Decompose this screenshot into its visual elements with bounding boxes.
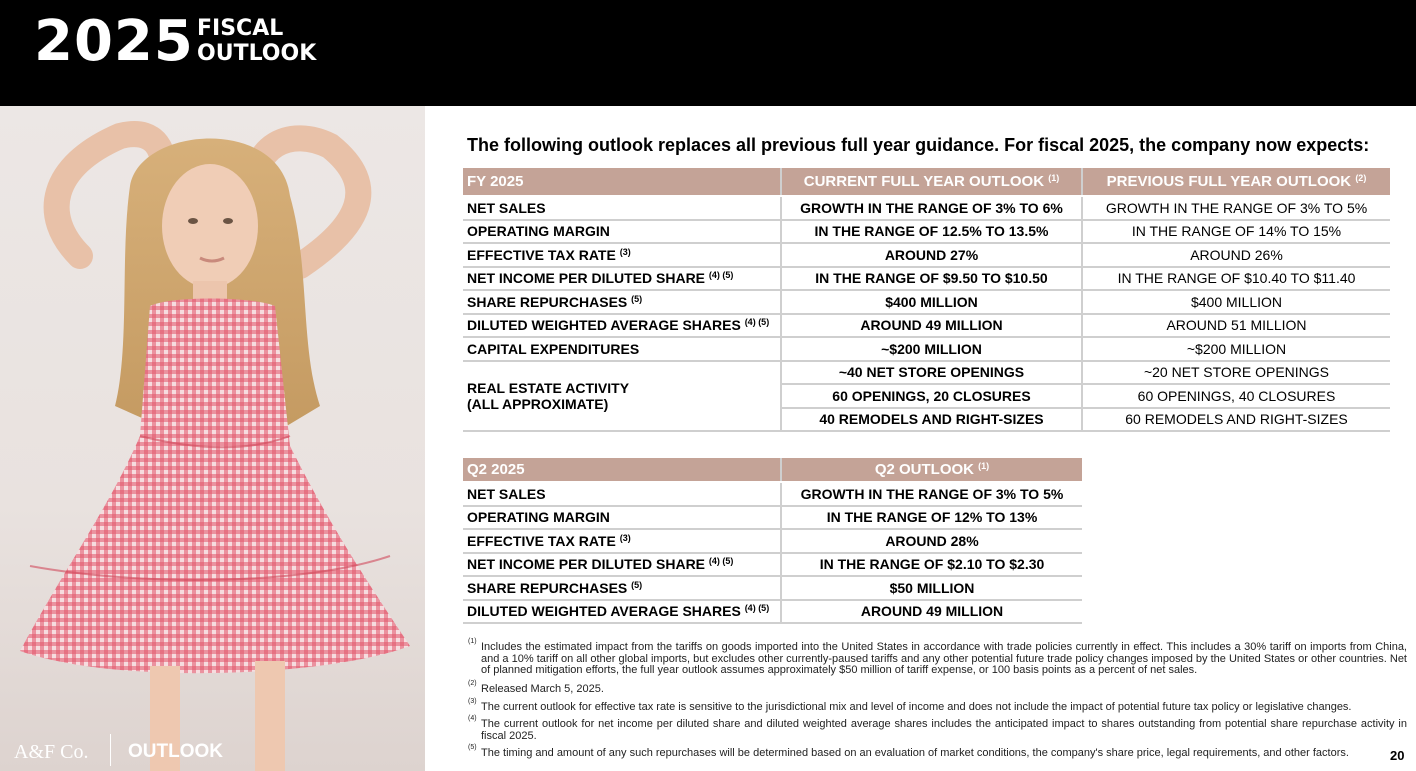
company-logo: A&F Co. [14, 741, 89, 763]
q2-table-header [463, 458, 1082, 482]
photo-illustration [0, 106, 425, 771]
row-previous: ~20 NET STORE OPENINGS [1082, 361, 1390, 385]
row-metric: OPERATING MARGIN [463, 220, 781, 244]
table-row [463, 482, 1082, 506]
header-title-line2: OUTLOOK [197, 41, 317, 66]
footnote-1: (1) Includes the estimated impact from the tariffs on goods imported into the United States in accordance with trade policies currently in effect. This includes a 30% tariff on imports from China, and a 10% tariff on all other global imports, but excludes other currently-paused tariffs and any other potential future trade policy changes imposed by the United States or other countries. Net of planned mitigation efforts, the full year outlook assumes approximately $50 million of tariff expense, or 100 basis points as a percent of net sales. [468, 638, 1407, 676]
row-metric: NET SALES [463, 482, 781, 506]
row-metric: DILUTED WEIGHTED AVERAGE SHARES $^{(4) (5)}$ [463, 600, 781, 624]
row-current: 40 REMODELS AND RIGHT-SIZES [781, 408, 1082, 432]
row-metric: NET SALES [463, 196, 781, 220]
table-row [463, 600, 1082, 624]
fy-header-current: CURRENT FULL YEAR OUTLOOK $^{(1)}$ [781, 168, 1082, 196]
table-row [463, 267, 1390, 291]
row-metric: SHARE REPURCHASES $^{(5)}$ [463, 290, 781, 314]
row-current: AROUND 27% [781, 243, 1082, 267]
table-row [463, 290, 1390, 314]
header-bar [0, 0, 1416, 106]
table-row [463, 243, 1390, 267]
row-metric: NET INCOME PER DILUTED SHARE $^{(4) (5)}$ [463, 267, 781, 291]
row-value: IN THE RANGE OF $2.10 TO $2.30 [781, 553, 1082, 577]
fy-header-label: FY 2025 [463, 168, 781, 196]
row-value: GROWTH IN THE RANGE OF 3% TO 5% [781, 482, 1082, 506]
table-row [463, 196, 1390, 220]
row-current: IN THE RANGE OF $9.50 TO $10.50 [781, 267, 1082, 291]
section-label: OUTLOOK [128, 741, 223, 762]
row-current: ~40 NET STORE OPENINGS [781, 361, 1082, 385]
real-estate-metric: REAL ESTATE ACTIVITY (ALL APPROXIMATE) [463, 361, 781, 432]
row-value: IN THE RANGE OF 12% TO 13% [781, 506, 1082, 530]
row-metric: EFFECTIVE TAX RATE $^{(3)}$ [463, 529, 781, 553]
header-year: 2025 [34, 9, 194, 74]
row-metric: CAPITAL EXPENDITURES [463, 337, 781, 361]
row-previous: 60 OPENINGS, 40 CLOSURES [1082, 384, 1390, 408]
row-previous: ~$200 MILLION [1082, 337, 1390, 361]
row-value: AROUND 28% [781, 529, 1082, 553]
table-row [463, 220, 1390, 244]
table-row [463, 337, 1390, 361]
logo-divider [110, 734, 111, 766]
row-previous: $400 MILLION [1082, 290, 1390, 314]
row-metric: OPERATING MARGIN [463, 506, 781, 530]
row-metric: NET INCOME PER DILUTED SHARE $^{(4) (5)}$ [463, 553, 781, 577]
row-previous: GROWTH IN THE RANGE OF 3% TO 5% [1082, 196, 1390, 220]
row-previous: 60 REMODELS AND RIGHT-SIZES [1082, 408, 1390, 432]
fy-outlook-table [463, 168, 1390, 432]
footnote-5: (5) The timing and amount of any such repurchases will be determined based on an evaluation of market conditions, the company's share price, legal requirements, and other factors. [468, 744, 1349, 759]
fy-table-header [463, 168, 1390, 196]
footnote-2: (2) Released March 5, 2025. [468, 680, 604, 695]
header-title [197, 16, 316, 66]
model-photo [0, 106, 425, 771]
table-row [463, 506, 1082, 530]
table-row [463, 361, 1390, 385]
q2-outlook-table [463, 458, 1082, 624]
table-row [463, 553, 1082, 577]
page-number: 20 [1390, 748, 1405, 763]
intro-statement: The following outlook replaces all previous full year guidance. For fiscal 2025, the company now expects: [467, 135, 1370, 155]
row-value: AROUND 49 MILLION [781, 600, 1082, 624]
row-previous: AROUND 26% [1082, 243, 1390, 267]
footnote-3: (3) The current outlook for effective tax rate is sensitive to the jurisdictional mix and level of income and does not include the impact of potential future tax policy or legislative changes. [468, 698, 1352, 713]
table-row [463, 314, 1390, 338]
q2-header-outlook: Q2 OUTLOOK $^{(1)}$ [781, 458, 1082, 482]
row-current: AROUND 49 MILLION [781, 314, 1082, 338]
row-current: GROWTH IN THE RANGE OF 3% TO 6% [781, 196, 1082, 220]
table-row [463, 576, 1082, 600]
row-current: IN THE RANGE OF 12.5% TO 13.5% [781, 220, 1082, 244]
row-current: ~$200 MILLION [781, 337, 1082, 361]
fy-header-previous: PREVIOUS FULL YEAR OUTLOOK $^{(2)}$ [1082, 168, 1390, 196]
footnote-4: (4) The current outlook for net income per diluted share and diluted weighted average shares includes the anticipated impact to shares outstanding from potential share repurchase activity in fiscal 2025. [468, 715, 1407, 742]
row-metric: EFFECTIVE TAX RATE $^{(3)}$ [463, 243, 781, 267]
row-previous: AROUND 51 MILLION [1082, 314, 1390, 338]
row-metric: SHARE REPURCHASES $^{(5)}$ [463, 576, 781, 600]
q2-header-label: Q2 2025 [463, 458, 781, 482]
row-previous: IN THE RANGE OF $10.40 TO $11.40 [1082, 267, 1390, 291]
row-current: $400 MILLION [781, 290, 1082, 314]
row-previous: IN THE RANGE OF 14% TO 15% [1082, 220, 1390, 244]
table-row [463, 529, 1082, 553]
row-value: $50 MILLION [781, 576, 1082, 600]
row-metric: DILUTED WEIGHTED AVERAGE SHARES $^{(4) (5)}$ [463, 314, 781, 338]
row-current: 60 OPENINGS, 20 CLOSURES [781, 384, 1082, 408]
header-title-line1: FISCAL [197, 16, 284, 41]
